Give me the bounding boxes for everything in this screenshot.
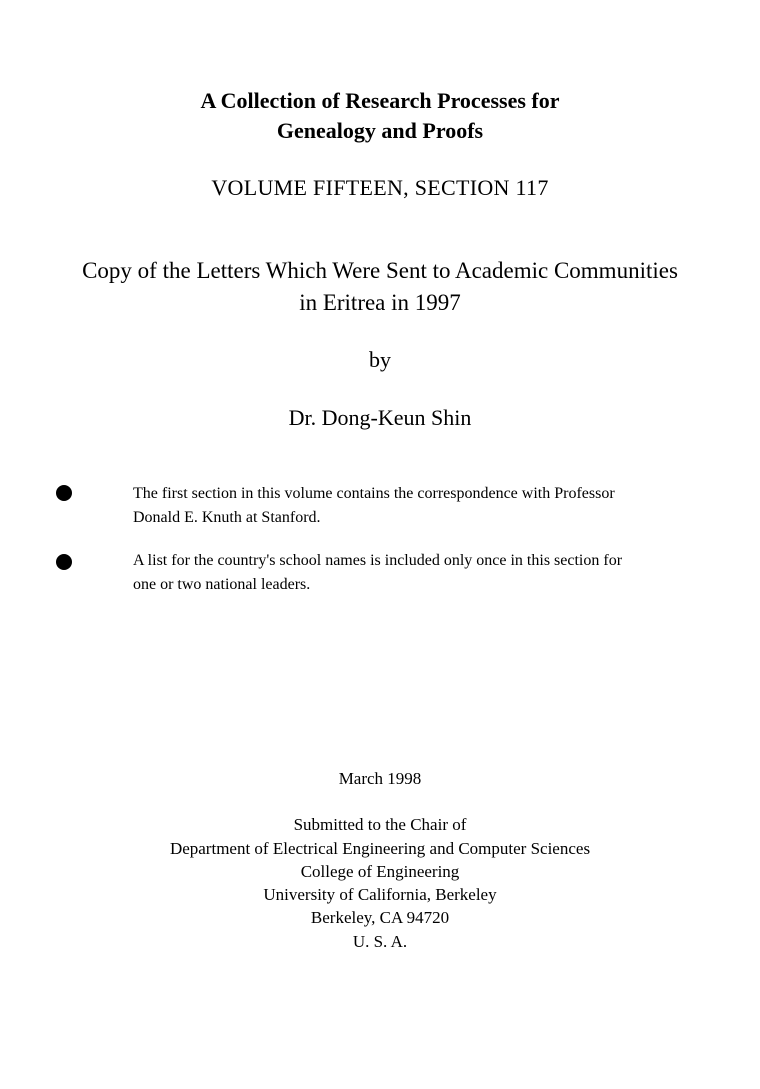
bullet-text-line-2: Donald E. Knuth at Stanford.: [133, 509, 321, 526]
bullet-dot-icon: [56, 554, 72, 570]
title-line-1: A Collection of Research Processes for: [200, 88, 560, 113]
bullet-text-line-2: one or two national leaders.: [133, 576, 311, 593]
bullet-text-line-1: The first section in this volume contains the correspondence with Professor: [133, 485, 615, 502]
bullet-text-line-1: A list for the country's school names is included only once in this section for: [133, 552, 623, 569]
submitted-line: Submitted to the Chair of: [293, 815, 467, 834]
university-line: University of California, Berkeley: [263, 885, 497, 904]
bullet-dot-icon: [56, 485, 72, 501]
bullet-text: [133, 549, 723, 597]
volume-heading: VOLUME FIFTEEN, SECTION 117: [211, 175, 549, 200]
country-line: U. S. A.: [352, 932, 408, 951]
title-line-2: Genealogy and Proofs: [276, 118, 484, 143]
by-label: by: [369, 347, 391, 372]
subject-line-2: in Eritrea in 1997: [299, 290, 461, 315]
college-line: College of Engineering: [300, 862, 460, 881]
department-line: Department of Electrical Engineering and Computer Sciences: [169, 839, 591, 858]
date-line: March 1998: [338, 769, 422, 788]
bullet-text: [133, 482, 723, 530]
author-name: Dr. Dong-Keun Shin: [288, 405, 472, 430]
subject-line-1: Copy of the Letters Which Were Sent to Academic Communities: [82, 258, 678, 283]
city-line: Berkeley, CA 94720: [310, 908, 450, 927]
